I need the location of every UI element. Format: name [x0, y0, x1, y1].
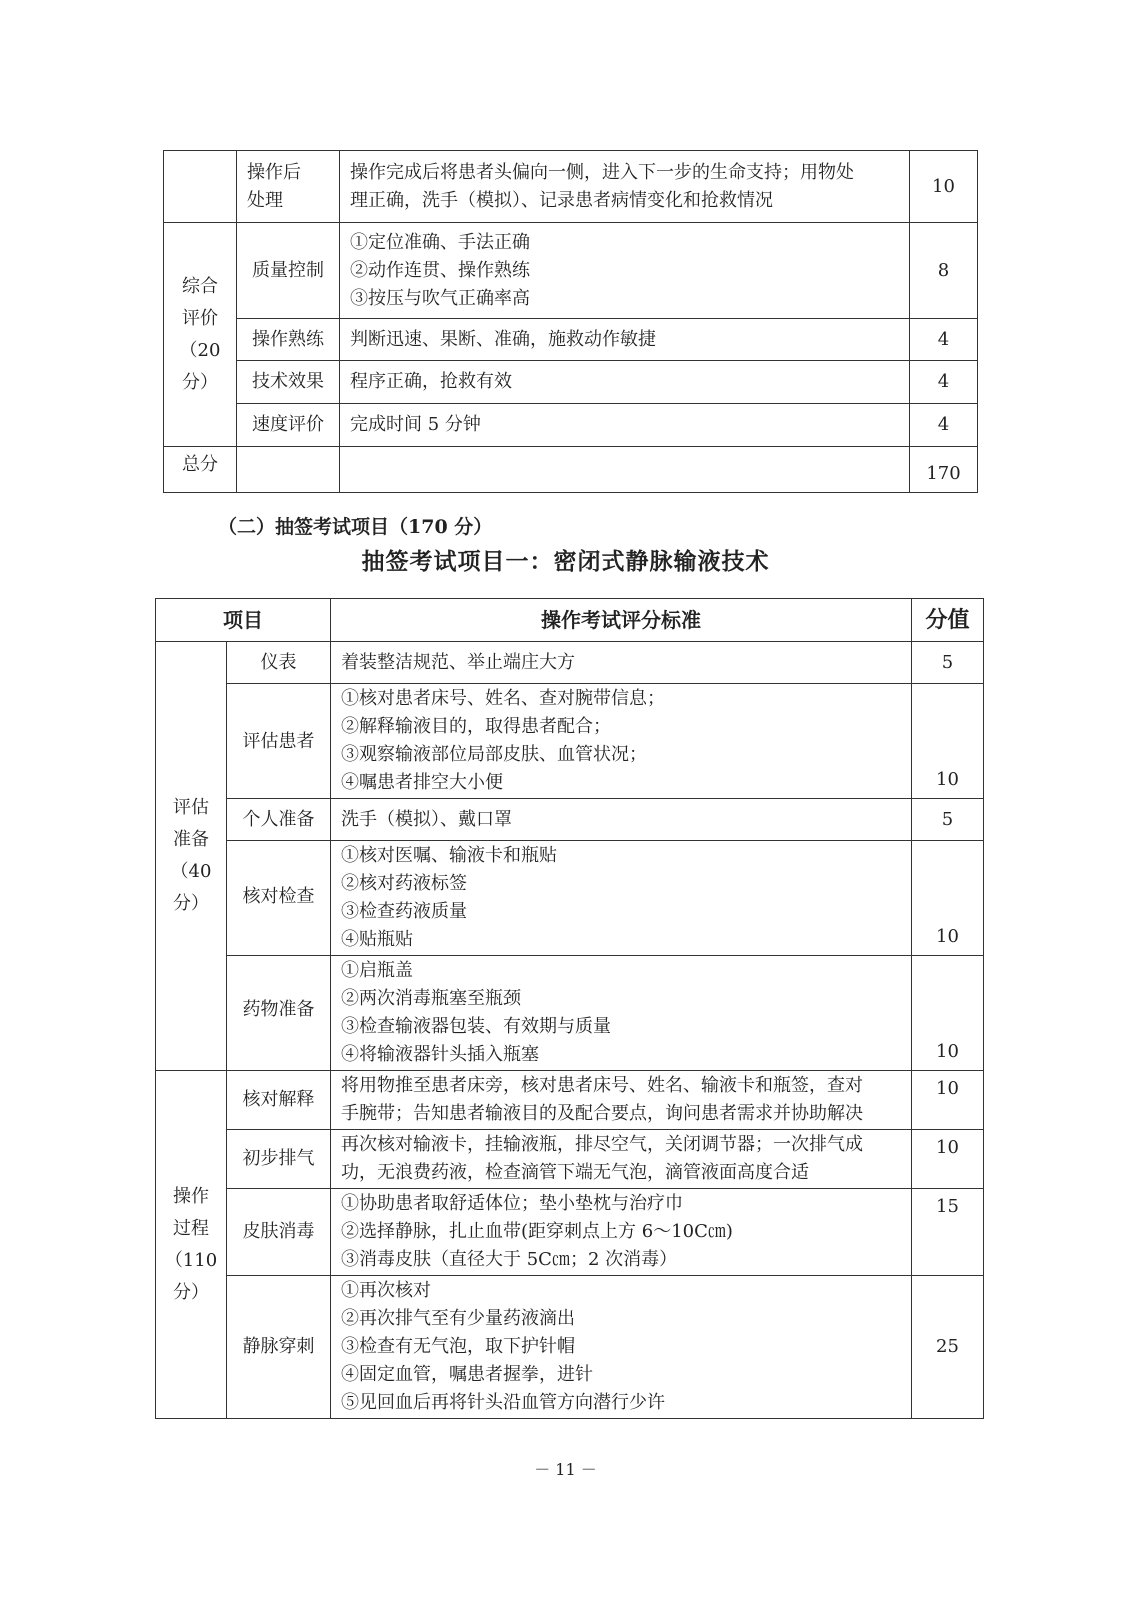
- sub-item: 个人准备: [227, 799, 331, 841]
- text-line: ③按压与吹气正确率高: [350, 287, 530, 309]
- text-line: 分）: [173, 1281, 209, 1303]
- text-line: ④固定血管，嘱患者握拳，进针: [341, 1364, 593, 1385]
- sub-item: 核对解释: [227, 1071, 331, 1130]
- text-line: 综合: [182, 275, 218, 297]
- table-row: [156, 956, 984, 1071]
- table-row: [156, 684, 984, 799]
- sub-item: 皮肤消毒: [227, 1189, 331, 1276]
- criteria-cell: [331, 1276, 912, 1419]
- text-line: 处理: [247, 189, 283, 211]
- sub-item: 初步排气: [227, 1130, 331, 1189]
- text-line: 过程: [173, 1217, 209, 1239]
- text-line: ①协助患者取舒适体位；垫小垫枕与治疗巾: [341, 1193, 683, 1214]
- text-line: （110: [164, 1249, 218, 1271]
- text-line: ④将输液器针头插入瓶塞: [341, 1044, 539, 1065]
- text-line: 评价: [182, 307, 218, 329]
- text-line: ②两次消毒瓶塞至瓶颈: [341, 988, 521, 1009]
- text-line: ③检查药液质量: [341, 901, 467, 922]
- table-row: [156, 841, 984, 956]
- text-line: 评估: [173, 797, 209, 818]
- text-line: ③消毒皮肤（直径大于 5C㎝；2 次消毒）: [341, 1249, 678, 1270]
- criteria-cell: [340, 223, 910, 319]
- header-criteria: 操作考试评分标准: [331, 599, 912, 642]
- text-line: ①核对患者床号、姓名、查对腕带信息；: [341, 688, 665, 709]
- text-line: 功，无浪费药液，检查滴管下端无气泡，滴管液面高度合适: [341, 1162, 809, 1183]
- sub-item: 技术效果: [237, 361, 340, 404]
- sub-item: 药物准备: [227, 956, 331, 1071]
- score-cell: 15: [912, 1189, 984, 1276]
- text-line: 分）: [182, 371, 218, 393]
- text-line: 将用物推至患者床旁，核对患者床号、姓名、输液卡和瓶签，查对: [341, 1075, 863, 1096]
- sub-item: 操作熟练: [237, 319, 340, 361]
- empty-cell: [340, 447, 910, 493]
- text-line: ①启瓶盖: [341, 960, 413, 981]
- sub-item: 静脉穿刺: [227, 1276, 331, 1419]
- score-cell: 10: [912, 684, 984, 799]
- table-row: [164, 361, 978, 404]
- comprehensive-eval-table: [163, 150, 978, 493]
- table-row: [156, 1071, 984, 1130]
- criteria-cell: [331, 1189, 912, 1276]
- sub-item: 核对检查: [227, 841, 331, 956]
- score-cell: 10: [912, 1130, 984, 1189]
- sub-item: 仪表: [227, 642, 331, 684]
- sub-item: 质量控制: [237, 223, 340, 319]
- text-line: 再次核对输液卡，挂输液瓶，排尽空气，关闭调节器；一次排气成: [341, 1134, 863, 1155]
- total-score: 170: [910, 447, 978, 493]
- group-cell-procedure: [156, 1071, 227, 1419]
- text-line: ③检查有无气泡，取下护针帽: [341, 1336, 575, 1357]
- section-heading: （二）抽签考试项目（170 分）: [218, 516, 493, 538]
- sub-item: 速度评价: [237, 404, 340, 447]
- table-row: [164, 319, 978, 361]
- text-line: 着装整洁规范、举止端庄大方: [341, 651, 575, 673]
- page-number: － 11 －: [534, 1460, 597, 1479]
- text-line: （40: [170, 861, 212, 882]
- group-cell-empty: [164, 151, 237, 223]
- header-score: 分值: [912, 599, 984, 642]
- text-line: ③观察输液部位局部皮肤、血管状况；: [341, 744, 647, 765]
- table-row: [164, 447, 978, 493]
- score-cell: 10: [912, 841, 984, 956]
- score-cell: 25: [912, 1276, 984, 1419]
- score-cell: 10: [912, 956, 984, 1071]
- text-line: 洗手（模拟）、戴口罩: [341, 808, 512, 830]
- table-header-row: [156, 599, 984, 642]
- table-row: [156, 642, 984, 684]
- text-line: 操作完成后将患者头偏向一侧，进入下一步的生命支持；用物处: [350, 161, 854, 183]
- criteria-cell: [331, 642, 912, 684]
- table-row: [156, 799, 984, 841]
- criteria-cell: [340, 361, 910, 404]
- group-cell-assessment: [156, 642, 227, 1071]
- table-row: [164, 223, 978, 319]
- criteria-cell: [331, 799, 912, 841]
- text-line: ③检查输液器包装、有效期与质量: [341, 1016, 611, 1037]
- sub-item: 评估患者: [227, 684, 331, 799]
- text-line: ⑤见回血后再将针头沿血管方向潜行少许: [341, 1392, 665, 1413]
- group-cell-comprehensive: [164, 223, 237, 447]
- score-cell: 4: [910, 319, 978, 361]
- sub-item: [237, 151, 340, 223]
- text-line: ④嘱患者排空大小便: [341, 772, 503, 793]
- text-line: ①核对医嘱、输液卡和瓶贴: [341, 845, 557, 866]
- text-line: 分）: [173, 893, 209, 914]
- criteria-cell: [340, 404, 910, 447]
- score-cell: 5: [912, 642, 984, 684]
- text-line: ②核对药液标签: [341, 873, 467, 894]
- total-label: 总分: [164, 447, 237, 493]
- score-cell: 4: [910, 404, 978, 447]
- text-line: ②选择静脉，扎止血带(距穿刺点上方 6～10C㎝): [341, 1221, 733, 1242]
- table-row: [164, 151, 978, 223]
- text-line: ①定位准确、手法正确: [350, 231, 530, 253]
- text-line: 完成时间 5 分钟: [350, 414, 481, 435]
- score-cell: 8: [910, 223, 978, 319]
- table-row: [156, 1130, 984, 1189]
- score-cell: 5: [912, 799, 984, 841]
- page-title: 抽签考试项目一：密闭式静脉输液技术: [361, 548, 770, 575]
- criteria-cell: [331, 1071, 912, 1130]
- score-cell: 10: [912, 1071, 984, 1130]
- criteria-cell: [340, 319, 910, 361]
- criteria-cell: [340, 151, 910, 223]
- text-line: 准备: [173, 829, 209, 850]
- criteria-cell: [331, 684, 912, 799]
- text-line: ④贴瓶贴: [341, 929, 413, 950]
- text-line: 手腕带；告知患者输液目的及配合要点，询问患者需求并协助解决: [341, 1103, 863, 1124]
- criteria-cell: [331, 1130, 912, 1189]
- table-row: [156, 1276, 984, 1419]
- text-line: ②再次排气至有少量药液滴出: [341, 1308, 575, 1329]
- text-line: 操作: [173, 1185, 209, 1207]
- text-line: 判断迅速、果断、准确，施救动作敏捷: [350, 328, 656, 350]
- criteria-cell: [331, 956, 912, 1071]
- table-row: [156, 1189, 984, 1276]
- text-line: （20: [179, 339, 221, 361]
- iv-infusion-table: [155, 598, 984, 1419]
- header-item: 项目: [156, 599, 331, 642]
- text-line: ②动作连贯、操作熟练: [350, 259, 530, 281]
- text-line: 程序正确，抢救有效: [350, 371, 512, 392]
- score-cell: 4: [910, 361, 978, 404]
- text-line: ①再次核对: [341, 1280, 431, 1301]
- text-line: 理正确，洗手（模拟）、记录患者病情变化和抢救情况: [350, 189, 773, 211]
- text-line: 操作后: [247, 161, 301, 183]
- table-row: [164, 404, 978, 447]
- criteria-cell: [331, 841, 912, 956]
- score-cell: 10: [910, 151, 978, 223]
- empty-cell: [237, 447, 340, 493]
- text-line: ②解释输液目的，取得患者配合；: [341, 716, 611, 737]
